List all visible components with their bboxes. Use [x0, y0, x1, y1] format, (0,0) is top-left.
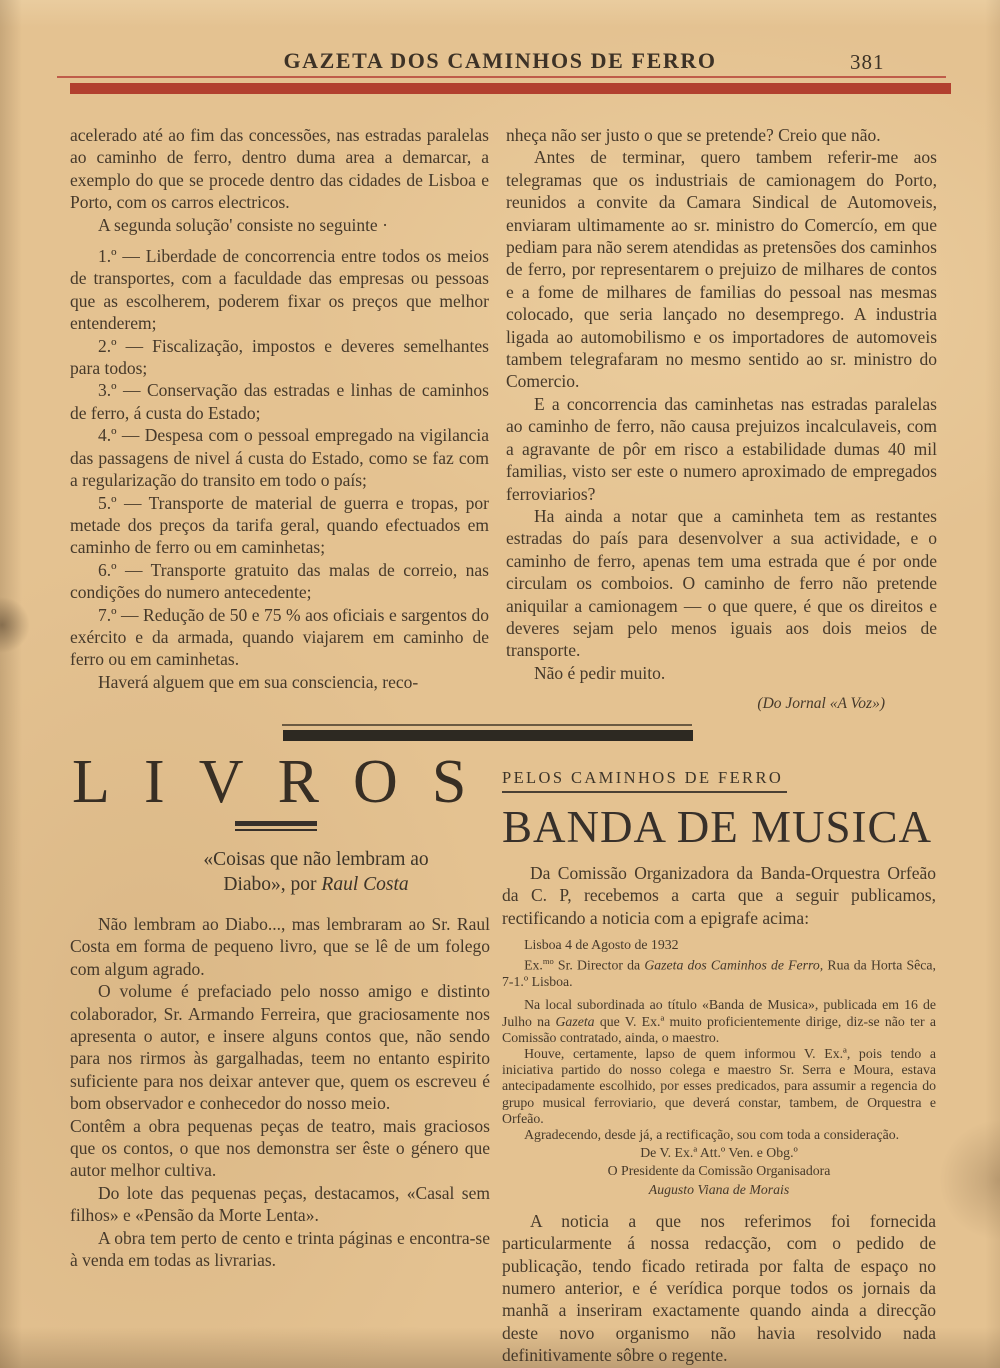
review-paragraph: Contêm a obra pequenas peças de teatro, mais graciosos que os contos, o que nos demonstra ser êste o género que autor melhor cultiva. [70, 1115, 490, 1181]
article-paragraph: Haverá alguem que em sua consciencia, reco- [98, 671, 419, 692]
letter-address-text: Rua da Horta Sêca, 7-1.º Lisboa. [502, 958, 936, 990]
masthead-rule-thin [57, 76, 946, 78]
article-paragraph: Não é pedir muito. [534, 662, 666, 683]
letter-address-text: Sr. Director da [553, 958, 645, 974]
letter-signature-name: Augusto Viana de Morais [648, 1181, 790, 1197]
letter-paragraph-text: que V. Ex.ª muito proficientemente dirige, diz-se não ter a Comissão contratado, ainda, o maestro. [502, 1013, 936, 1045]
review-paragraph: O volume é prefaciado pelo nosso amigo e distinto colaborador, Sr. Armando Ferreira, que graciosamente nos apresenta o autor, e insere alguns contos que, não sendo para nos rirmos às gargalhadas, teem no entanto espirito suficiente para nos deixar antever que, quem os escreveu é bom observador e conhecedor do nosso meio. [70, 981, 490, 1114]
masthead-rule-thick [70, 83, 951, 94]
article-list-item: 3.º — Conservação das estradas e linhas de caminhos de ferro, á custa do Estado; [70, 380, 489, 423]
review-paragraph: Do lote das pequenas peças, destacamos, «Casal sem filhos» e «Pensão da Morte Lenta». [70, 1182, 490, 1226]
banda-letter [502, 937, 936, 1198]
banda-section [502, 768, 936, 1367]
book-author: Raul Costa [321, 874, 409, 895]
livros-section-heading: LIVROS [72, 748, 501, 816]
livros-section [70, 748, 501, 1272]
article-list-item: 4.º — Despesa com o pessoal empregado na vigilancia das passagens de nivel á custa do Estado, como se faz com a regularização do transito em todo o país; [70, 425, 489, 491]
article-paragraph: A segunda solução' consiste no seguinte · [98, 214, 388, 235]
article-list-item: 2.º — Fiscalização, impostos e deveres semelhantes para todos; [70, 335, 489, 379]
letter-signature-title: O Presidente da Comissão Organisadora [607, 1163, 831, 1179]
banda-section-heading: BANDA DE MUSICA [502, 802, 933, 852]
letter-signature-salutation: De V. Ex.ª Att.º Ven. e Obg.º [640, 1145, 798, 1161]
letter-paragraph [502, 997, 936, 1046]
section-divider-thin-rule [282, 724, 692, 726]
article-list-item: 7.º — Redução de 50 e 75 % aos oficiais e sargentos do exército e da armada, quando viajarem em caminho de ferro ou em caminhetas. [70, 604, 489, 670]
banda-section-kicker: PELOS CAMINHOS DE FERRO [502, 768, 787, 793]
spacer [70, 236, 489, 245]
letter-paragraph: Houve, certamente, lapso de quem informou V. Ex.ª, pois tendo a iniciativa partido do nosso colega e maestro Sr. Serra e Moura, estava antecipadamente escolhido, por esses predicados, para assumir a regencia do grupo musical ferroviario, que deverá constar, tambem, de Orquestra e Orfeão. [502, 1046, 936, 1126]
letter-address-superscript: mo [542, 956, 554, 967]
livros-heading-rule [235, 821, 317, 831]
livros-book-title [192, 847, 440, 897]
letter-paragraph-text: Na local subordinada ao título «Banda de Musica», publicada em 16 de Julho na [502, 997, 936, 1029]
banda-intro-paragraph: Da Comissão Organizadora da Banda-Orquestra Orfeão da C. P, recebemos a carta que a seguir publicamos, rectificando a noticia com a epigrafe acima: [502, 863, 936, 928]
letter-address [502, 953, 936, 990]
page-number: 381 [850, 50, 885, 74]
banda-closing-paragraph: A noticia a que nos referimos foi fornecida particularmente á nossa redacção, com o pedido de publicação, tendo ficado retirada por falta de espaço no numero anterior, e é verídica porque todos os jornais da manhã a inseriram exactamente quando ainda a direcção deste novo organismo não havia resolvido nada definitivamente sôbre o regente. [502, 1210, 936, 1366]
letter-publication-name: Gazeta [555, 1013, 595, 1029]
section-divider-bar [283, 730, 693, 741]
article-right-column [506, 124, 937, 716]
livros-review-body [70, 913, 490, 1272]
article-list-item: 5.º — Transporte de material de guerra e tropas, por metade dos preços da tarifa geral, quando efectuados em caminho de ferro ou em caminhetas; [70, 492, 489, 558]
article-paragraph: nheça não ser justo o que se pretende? Creio que não. [506, 125, 881, 145]
masthead-title: GAZETA DOS CAMINHOS DE FERRO [283, 48, 717, 73]
review-paragraph: Não lembram ao Diabo..., mas lembraram ao Sr. Raul Costa em forma de pequeno livro, que se lê de um folego com algum agrado. [70, 914, 490, 979]
book-title-text: «Coisas que não lembram ao Diabo», por [203, 849, 429, 895]
letter-date: Lisboa 4 de Agosto de 1932 [524, 937, 679, 953]
banda-intro [502, 862, 936, 929]
letter-address-text: Ex. [524, 958, 543, 974]
article-attribution: (Do Jornal «A Voz») [757, 695, 885, 713]
article-list-item: 1.º — Liberdade de concorrencia entre todos os meios de transportes, com a faculdade das empresas ou pessoas que as escolherem, poderem fixar os preços que melhor entenderem; [70, 246, 489, 334]
article-list-item: 6.º — Transporte gratuito das malas de correio, nas condições do numero antecedente; [70, 559, 489, 603]
letter-paragraph: Agradecendo, desde já, a rectificação, sou com toda a consideração. [524, 1127, 900, 1143]
article-paragraph: Ha ainda a notar que a caminheta tem as restantes estradas do país para desenvolver a sua actividade, e o caminho de ferro, apenas tem uma estrada que é por onde circulam os comboios. O caminho de ferro não pretende aniquilar a camionagem — o que quere, é que os direitos e deveres sejam pelo menos iguais aos dois meios de transporte. [506, 505, 937, 661]
letter-address-publication: Gazeta dos Caminhos de Ferro, [644, 958, 824, 974]
article-left-column [70, 124, 489, 693]
banda-editorial-note [502, 1210, 936, 1367]
article-paragraph: Antes de terminar, quero tambem referir-me aos telegramas que os industriais de camionagem do Porto, reunidos a convite da Camara Sindical de Automoveis, enviaram ultimamente ao sr. ministro do Comercío, em que pediam para não serem atendidas as pretensões dos caminhos de ferro, por representarem o prejuizo de milhares de contos e a fome de milhares de familias do pessoal nas mesmas colocado, que seria lançado no desemprego. A industria ligada ao automobilismo e os importadores de automoveis tambem telegrafaram no mesmo sentido ao sr. ministro do Comercio. [506, 147, 937, 392]
review-paragraph: A obra tem perto de cento e trinta páginas e encontra-se à venda em todas as livrarias. [70, 1227, 490, 1271]
article-paragraph: acelerado até ao fim das concessões, nas estradas paralelas ao caminho de ferro, dentro duma area a demarcar, a exemplo do que se procede dentro das cidades de Lisboa e Porto, com os carros electricos. [70, 125, 489, 213]
article-paragraph: E a concorrencia das caminhetas nas estradas paralelas ao caminho de ferro, não causa prejuizos incalculaveis, com a agravante de pôr em risco a estabilidade dumas 40 mil familias, visto ser este o numero aproximado de empregados ferroviarios? [506, 393, 937, 504]
